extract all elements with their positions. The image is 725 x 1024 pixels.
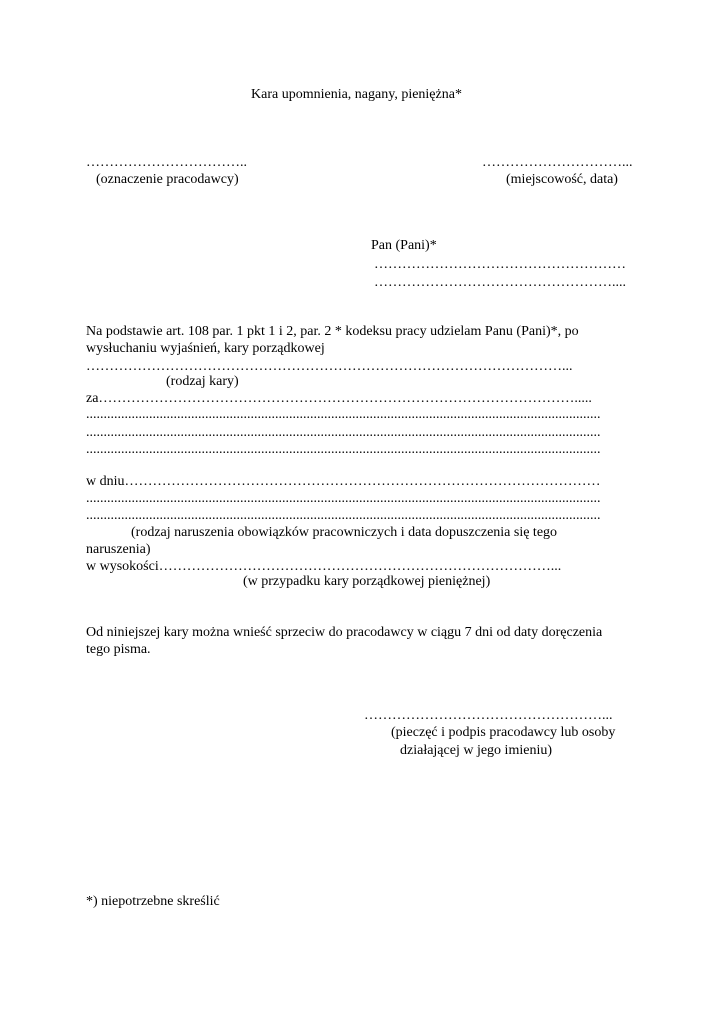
employer-label: (oznaczenie pracodawcy): [96, 172, 239, 187]
place-date-label: (miejscowość, data): [506, 172, 618, 187]
dotted-line-b: ...................................................................................................................................................: [86, 425, 601, 440]
w-dniu-line: w dniu…………………………………………………………………………………………: [86, 474, 601, 489]
za-line: za………………………………………………………………………………………….....: [86, 391, 592, 406]
recipient-line-2: ……………………………………………....: [374, 275, 626, 290]
amount-label: (w przypadku kary porządkowej pieniężnej): [243, 574, 491, 589]
dotted-line-a: ...................................................................................................................................................: [86, 407, 601, 422]
signature-label-line-1: (pieczęć i podpis pracodawcy lub osoby: [391, 725, 616, 740]
footnote: *) niepotrzebne skreślić: [86, 894, 220, 909]
amount-line: w wysokości…………………………………………………………………………...: [86, 559, 562, 574]
employer-dotted-line: ……………………………..: [86, 155, 247, 170]
recipient-salutation: Pan (Pani)*: [371, 238, 437, 253]
dotted-line-e: ...................................................................................................................................................: [86, 508, 601, 523]
intro-line-1: Na podstawie art. 108 par. 1 pkt 1 i 2, par. 2 * kodeksu pracy udzielam Panu (Pani)*, po: [86, 324, 579, 339]
objection-line-2: tego pisma.: [86, 642, 151, 657]
violation-label-line-1: (rodzaj naruszenia obowiązków pracowniczych i data dopuszczenia się tego: [131, 525, 558, 540]
violation-label-line-2: naruszenia): [86, 542, 151, 557]
penalty-dotted-line: …………………………………………………………………………………………...: [86, 359, 573, 374]
intro-line-2: wysłuchaniu wyjaśnień, kary porządkowej: [86, 341, 325, 356]
document-title: Kara upomnienia, nagany, pieniężna*: [251, 87, 462, 102]
signature-label-line-2: działającej w jego imieniu): [400, 743, 552, 758]
place-date-dotted-line: …………………………...: [482, 155, 633, 170]
objection-line-1: Od niniejszej kary można wnieść sprzeciw do pracodawcy w ciągu 7 dni od daty doręczenia: [86, 625, 603, 640]
signature-dotted-line: ……………………………………………...: [364, 708, 613, 723]
recipient-line-1: ………………………………………………: [374, 257, 626, 272]
dotted-line-c: ...................................................................................................................................................: [86, 442, 601, 457]
penalty-label: (rodzaj kary): [166, 374, 239, 389]
dotted-line-d: ...................................................................................................................................................: [86, 491, 601, 506]
